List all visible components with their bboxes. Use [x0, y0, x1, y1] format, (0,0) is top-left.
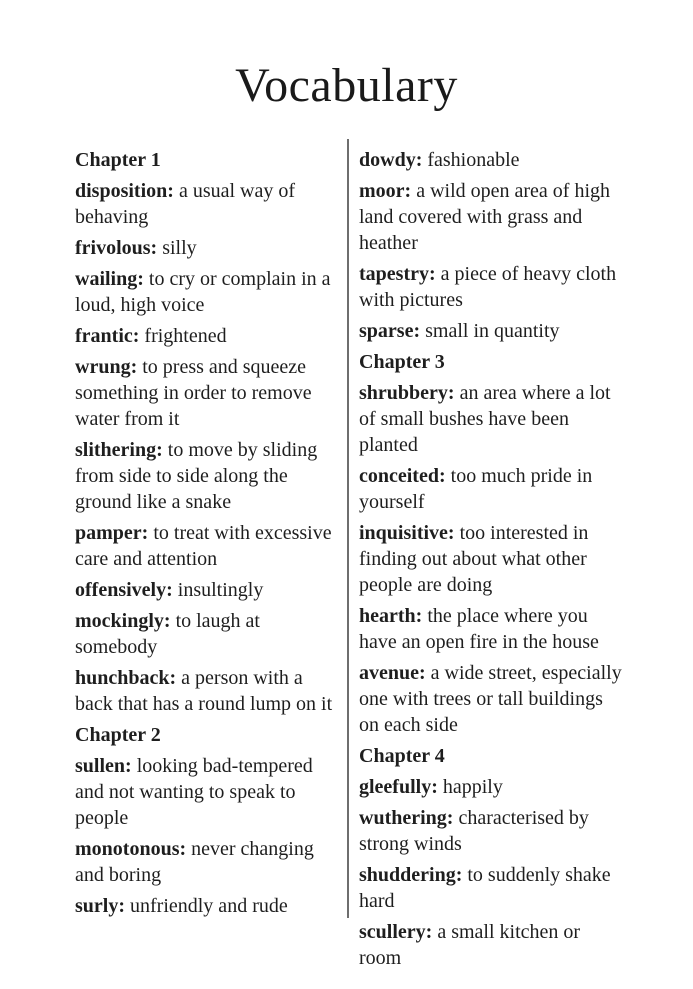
- vocab-entry: [75, 354, 337, 432]
- vocab-term: disposition:: [75, 180, 179, 202]
- vocab-term: wrung:: [75, 356, 143, 378]
- vocab-definition: an area where a lot of small bushes have been planted: [359, 382, 611, 456]
- vocab-definition: silly: [162, 237, 197, 259]
- vocab-term: inquisitive:: [359, 522, 460, 544]
- vocab-entry: [359, 520, 627, 598]
- vocab-entry: [359, 774, 627, 800]
- vocab-entry: [359, 261, 627, 313]
- vocab-term: hearth:: [359, 605, 428, 627]
- chapter-heading: Chapter 1: [75, 149, 161, 171]
- vocab-entry: [75, 323, 337, 349]
- vocab-definition: to laugh at somebody: [75, 610, 260, 658]
- vocab-definition: happily: [442, 776, 503, 798]
- vocab-term: wuthering:: [359, 807, 459, 829]
- vocab-term: sullen:: [75, 755, 137, 777]
- vocab-definition: a usual way of behaving: [75, 180, 296, 228]
- vocab-definition: a wide street, especially one with trees or tall buildings on each side: [359, 662, 622, 736]
- vocab-term: tapestry:: [359, 263, 441, 285]
- vocab-term: slithering:: [75, 439, 168, 461]
- left-column: [75, 147, 337, 924]
- vocab-entry: [75, 665, 337, 717]
- vocab-term: monotonous:: [75, 838, 192, 860]
- vocab-definition: frightened: [144, 325, 227, 347]
- vocab-definition: never changing and boring: [75, 838, 314, 886]
- vocab-entry: [75, 753, 337, 831]
- column-divider: [347, 139, 349, 918]
- vocab-definition: to press and squeeze something in order to remove water from it: [75, 356, 312, 430]
- vocab-term: offensively:: [75, 579, 178, 601]
- vocab-definition: to suddenly shake hard: [359, 864, 611, 912]
- vocab-term: mockingly:: [75, 610, 176, 632]
- vocab-entry: [75, 520, 337, 572]
- vocab-definition: unfriendly and rude: [130, 895, 288, 917]
- vocab-definition: fashionable: [427, 149, 520, 171]
- vocab-entry: [75, 893, 337, 919]
- vocab-term: surly:: [75, 895, 130, 917]
- vocab-term: shrubbery:: [359, 382, 460, 404]
- vocab-entry: [359, 805, 627, 857]
- vocab-term: conceited:: [359, 465, 451, 487]
- vocab-definition: small in quantity: [425, 320, 560, 342]
- vocab-term: scullery:: [359, 921, 438, 943]
- vocab-entry: [359, 660, 627, 738]
- vocab-entry: [359, 318, 627, 344]
- vocab-entry: [75, 235, 337, 261]
- chapter-heading: Chapter 2: [75, 724, 161, 746]
- vocab-definition: to move by sliding from side to side along the ground like a snake: [75, 439, 318, 513]
- vocab-term: wailing:: [75, 268, 149, 290]
- vocab-term: dowdy:: [359, 149, 428, 171]
- vocab-term: shuddering:: [359, 864, 468, 886]
- vocab-definition: too much pride in yourself: [359, 465, 593, 513]
- vocab-term: pamper:: [75, 522, 154, 544]
- vocab-definition: characterised by strong winds: [359, 807, 589, 855]
- vocab-term: avenue:: [359, 662, 431, 684]
- vocab-definition: a person with a back that has a round lump on it: [75, 667, 333, 715]
- vocab-entry: [75, 178, 337, 230]
- vocab-entry: [75, 266, 337, 318]
- vocab-definition: a wild open area of high land covered with grass and heather: [359, 180, 611, 254]
- vocab-term: frantic:: [75, 325, 145, 347]
- vocab-term: gleefully:: [359, 776, 443, 798]
- vocab-definition: to treat with excessive care and attention: [75, 522, 332, 570]
- vocab-definition: a piece of heavy cloth with pictures: [359, 263, 617, 311]
- vocab-entry: [359, 147, 627, 173]
- chapter-heading: Chapter 4: [359, 745, 445, 767]
- page-title: Vocabulary: [235, 59, 458, 112]
- right-column: [359, 147, 627, 976]
- vocab-term: hunchback:: [75, 667, 182, 689]
- vocab-entry: [359, 603, 627, 655]
- vocab-entry: [359, 380, 627, 458]
- vocab-entry: [359, 178, 627, 256]
- vocab-term: moor:: [359, 180, 417, 202]
- vocab-definition: looking bad-tempered and not wanting to speak to people: [75, 755, 313, 829]
- vocab-entry: [75, 836, 337, 888]
- vocab-entry: [359, 919, 627, 971]
- vocab-entry: [359, 862, 627, 914]
- chapter-heading: Chapter 3: [359, 351, 445, 373]
- vocab-entry: [359, 463, 627, 515]
- vocab-definition: the place where you have an open fire in the house: [359, 605, 599, 653]
- vocab-definition: too interested in finding out about what other people are doing: [359, 522, 589, 596]
- vocab-entry: [75, 577, 337, 603]
- vocab-definition: a small kitchen or room: [359, 921, 581, 969]
- vocab-definition: to cry or complain in a loud, high voice: [75, 268, 331, 316]
- vocab-entry: [75, 608, 337, 660]
- vocab-term: frivolous:: [75, 237, 163, 259]
- vocab-entry: [75, 437, 337, 515]
- vocab-definition: insultingly: [177, 579, 264, 601]
- vocab-term: sparse:: [359, 320, 426, 342]
